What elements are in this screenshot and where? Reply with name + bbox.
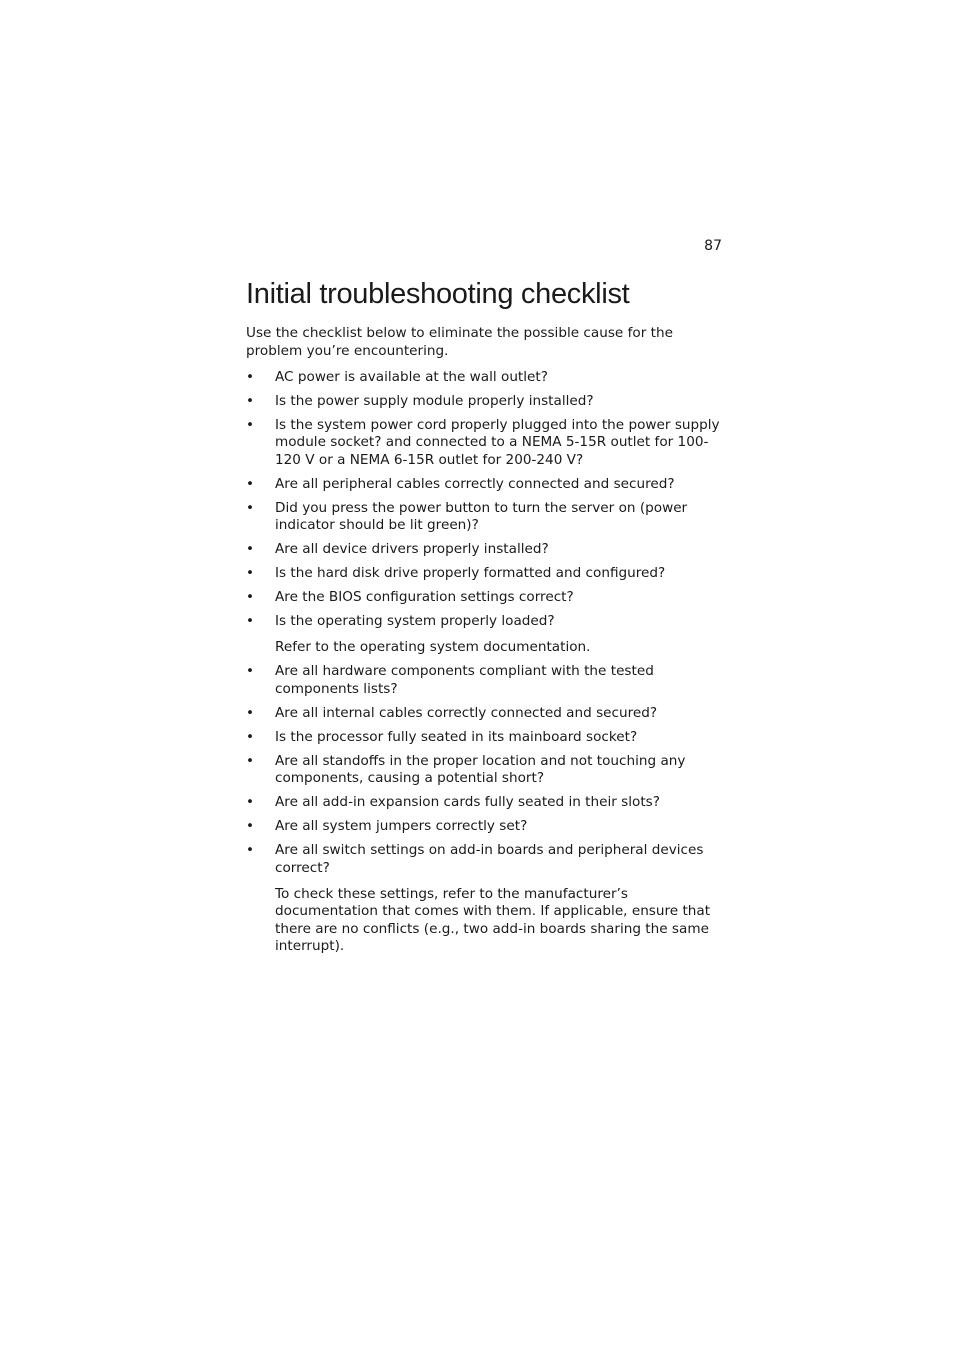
checklist-item-text: Are the BIOS configuration settings correct? xyxy=(275,589,574,605)
checklist-item-text: Are all switch settings on add-in boards and peripheral devices correct? xyxy=(275,842,704,876)
bullet-icon: • xyxy=(246,416,255,433)
checklist-item-text: Are all standoffs in the proper location and not touching any components, causing a potential short? xyxy=(275,752,686,786)
checklist-item-text: Are all system jumpers correctly set? xyxy=(275,818,528,834)
checklist-item-text: Is the power supply module properly installed? xyxy=(275,392,594,409)
checklist-item xyxy=(246,663,722,698)
intro-paragraph: Use the checklist below to eliminate the possible cause for the problem you’re encountering. xyxy=(246,325,673,359)
checklist-item-text: Are all internal cables correctly connected and secured? xyxy=(275,704,658,721)
checklist-item xyxy=(246,729,722,747)
bullet-icon: • xyxy=(246,368,255,385)
page-content xyxy=(246,275,722,956)
checklist-item-text: Are all hardware components compliant with the tested components lists? xyxy=(275,663,654,697)
checklist-item xyxy=(246,393,722,411)
bullet-icon: • xyxy=(246,663,255,679)
page-number: 87 xyxy=(704,238,722,254)
checklist-item-text: Is the system power cord properly plugged into the power supply module socket? and connected to a NEMA 5-15R outlet for 100-120 V or a NEMA 6-15R outlet for 200-240 V? xyxy=(275,416,720,468)
bullet-icon: • xyxy=(246,818,255,834)
checklist-item-text: Are all peripheral cables correctly connected and secured? xyxy=(275,475,675,492)
checklist-item xyxy=(246,500,722,535)
checklist-item xyxy=(246,705,722,723)
checklist-item-note: Refer to the operating system documentation. xyxy=(275,639,591,655)
checklist-item xyxy=(246,818,722,836)
checklist-item-text: Is the hard disk drive properly formatted and configured? xyxy=(275,565,666,581)
page-title: Initial troubleshooting checklist xyxy=(246,278,630,310)
troubleshooting-checklist xyxy=(246,369,722,956)
checklist-item-text: Is the processor fully seated in its mainboard socket? xyxy=(275,728,638,745)
checklist-item-text: Did you press the power button to turn the server on (power indicator should be lit green)? xyxy=(275,499,688,533)
checklist-item xyxy=(246,565,722,583)
bullet-icon: • xyxy=(246,794,255,810)
checklist-item-text: Are all device drivers properly installed? xyxy=(275,541,549,557)
checklist-item xyxy=(246,794,722,812)
checklist-item xyxy=(246,369,722,387)
checklist-item xyxy=(246,753,722,788)
bullet-icon: • xyxy=(246,752,255,769)
checklist-item xyxy=(246,476,722,494)
bullet-icon: • xyxy=(246,589,255,605)
bullet-icon: • xyxy=(246,565,255,581)
checklist-item xyxy=(246,589,722,607)
bullet-icon: • xyxy=(246,704,255,721)
checklist-item xyxy=(246,842,722,956)
bullet-icon: • xyxy=(246,541,255,557)
checklist-item-text: Are all add-in expansion cards fully seated in their slots? xyxy=(275,794,660,810)
bullet-icon: • xyxy=(246,499,255,516)
checklist-item-note: To check these settings, refer to the manufacturer’s documentation that comes with them. If applicable, ensure that there are no conflicts (e.g., two add-in boards sharing the same interrupt). xyxy=(275,885,711,954)
bullet-icon: • xyxy=(246,842,255,858)
checklist-item xyxy=(246,417,722,470)
bullet-icon: • xyxy=(246,392,255,409)
bullet-icon: • xyxy=(246,613,255,629)
bullet-icon: • xyxy=(246,728,255,745)
checklist-item xyxy=(246,613,722,657)
checklist-item-text: AC power is available at the wall outlet? xyxy=(275,368,548,385)
checklist-item-text: Is the operating system properly loaded? xyxy=(275,613,555,629)
bullet-icon: • xyxy=(246,475,255,492)
checklist-item xyxy=(246,541,722,559)
